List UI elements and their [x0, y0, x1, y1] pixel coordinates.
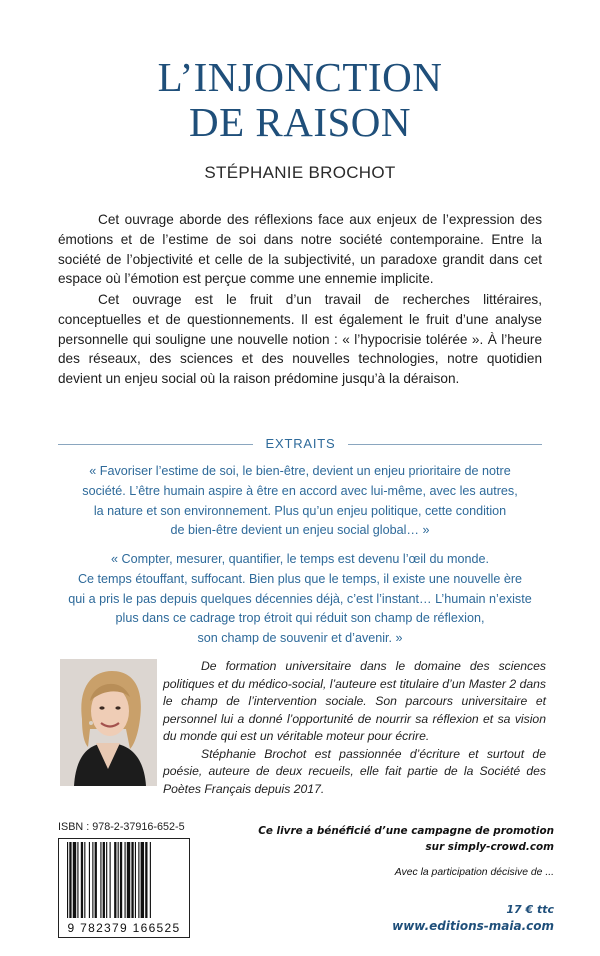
barcode-bar — [67, 842, 68, 918]
quote-line: « Favoriser l’estime de soi, le bien-être, devient un enjeu prioritaire de notre — [89, 464, 511, 478]
barcode-number: 9 782379 166525 — [67, 921, 181, 935]
quote-line: qui a pris le pas depuis quelques décennies déjà, c’est l’instant… L’humain n’existe — [68, 591, 532, 606]
barcode-bar — [114, 842, 116, 918]
barcode-bar — [118, 842, 119, 918]
author-photo — [60, 659, 157, 786]
summary-paragraph-1 — [58, 210, 542, 289]
barcode-bar — [100, 842, 101, 918]
author-bio — [163, 658, 546, 798]
barcode-bar — [141, 842, 144, 918]
quote-line: la nature et son environnement. Plus qu’un enjeu politique, cette condition — [93, 503, 507, 518]
barcode-bar — [103, 842, 105, 918]
barcode-bar — [69, 842, 71, 918]
barcode-bar — [125, 842, 126, 918]
barcode-bar — [131, 842, 133, 918]
quote-line: de bien-être devient un enjeu social global… » — [170, 523, 430, 538]
barcode-bar — [138, 842, 139, 918]
extracts-heading: EXTRAITS — [265, 436, 336, 451]
divider-left — [58, 444, 253, 445]
quote-line: Ce temps étouffant, suffocant. Bien plus que le temps, il existe une nouvelle ère — [77, 571, 523, 586]
barcode-bar — [81, 842, 83, 918]
divider-right — [348, 444, 542, 445]
extract-quote-2 — [58, 550, 542, 649]
barcode — [58, 838, 190, 938]
summary-text-1: Cet ouvrage aborde des réflexions face aux enjeux de l’expression des émotions et de l’estime de soi dans notre société contemporaine. Entre la société de l’objectivité et celle de la subjectivité, un paradoxe grandit dans cet espace où l’émotion est perçue comme une ennemie implicite. — [58, 212, 542, 287]
barcode-bar — [127, 842, 130, 918]
barcode-bar — [106, 842, 107, 918]
barcode-bar — [89, 842, 90, 918]
summary-text-2: Cet ouvrage est le fruit d’un travail de recherches littéraires, conceptuelles et de questionnements. Il est également le fruit d’une analyse personnelle qui souligne une nouvelle notion : « l’hypocrisie tolérée ». À l’heure des réseaux, des sciences et des nouvelles technologies, notre quotidien devient un enjeu social où la raison prédomine jusqu’à la déraison. — [58, 292, 542, 387]
book-title-line-2: DE RAISON — [188, 99, 412, 145]
bio-paragraph-2: Stéphanie Brochot est passionnée d’écriture et surtout de poésie, auteure de deux recueils, elle fait partie de la Société des Poètes Français depuis 2017. — [163, 746, 546, 796]
publisher-website: www.editions-maia.com — [392, 919, 554, 933]
quote-line: plus dans ce cadrage trop étroit qui réduit son champ de réflexion, — [115, 611, 485, 626]
barcode-bar — [92, 842, 93, 918]
promo-line-1: Ce livre a bénéficié d’une campagne de promotion — [258, 825, 554, 837]
extracts-section — [58, 434, 542, 644]
extract-quote-1 — [58, 462, 542, 541]
quote-line: « Compter, mesurer, quantifier, le temps est devenu l’œil du monde. — [111, 552, 489, 566]
barcode-bar — [150, 842, 151, 918]
author-portrait-icon — [60, 659, 157, 786]
book-title-line-1: L’INJONCTION — [157, 54, 443, 100]
barcode-bar — [84, 842, 85, 918]
quote-line: société. L’être humain aspire à être en accord avec lui-même, avec les autres, — [82, 483, 518, 498]
barcode-bar — [73, 842, 76, 918]
barcode-bar — [135, 842, 136, 918]
barcode-bar — [120, 842, 122, 918]
isbn-label: ISBN : 978-2-37916-652-5 — [58, 821, 185, 833]
barcode-icon — [65, 842, 185, 920]
barcode-bar — [95, 842, 97, 918]
author-name: STÉPHANIE BROCHOT — [204, 163, 396, 182]
summary-paragraph-2 — [58, 290, 542, 389]
promo-line-2: sur simply-crowd.com — [425, 841, 554, 853]
barcode-bar — [110, 842, 111, 918]
bio-paragraph-1: De formation universitaire dans le domaine des sciences politiques et du médico-social, l’auteure est titulaire d’un Master 2 dans le champ de l’intervention sociale. Son parcours universitaire et personnel lui a donné l’opportunité de nourrir sa réflexion et sa vision du monde qui est un véritable moteur pour écrire. — [163, 659, 546, 743]
price-label: 17 € ttc — [506, 903, 554, 916]
quote-line: son champ de souvenir et d’avenir. » — [197, 631, 403, 646]
barcode-bar — [77, 842, 78, 918]
partner-line: Avec la participation décisive de ... — [394, 867, 554, 878]
barcode-bar — [145, 842, 147, 918]
